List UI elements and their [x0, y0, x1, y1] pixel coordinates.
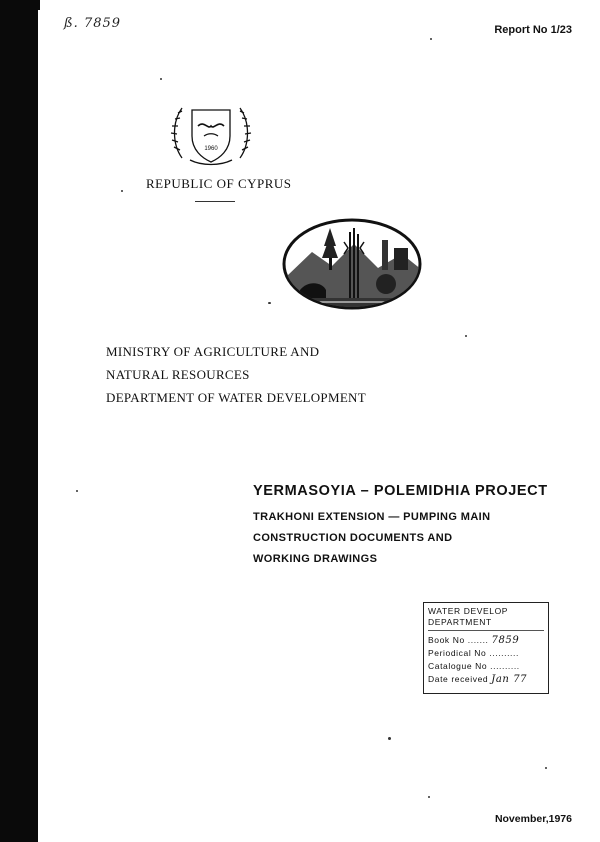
stamp-label: Date received	[428, 674, 489, 684]
crest-year: 1960	[204, 146, 218, 152]
stamp-label: Book No	[428, 635, 465, 645]
ministry-line: MINISTRY OF AGRICULTURE AND	[106, 344, 320, 359]
divider	[195, 201, 235, 202]
scan-speck	[76, 490, 78, 492]
project-subtitle: CONSTRUCTION DOCUMENTS AND	[253, 532, 453, 544]
scan-speck	[388, 737, 391, 740]
stamp-header	[428, 606, 544, 631]
project-block	[253, 483, 548, 570]
stamp-header-line: DEPARTMENT	[428, 617, 492, 627]
handwritten-reference: ß. 7859	[64, 16, 122, 31]
stamp-book-value: 7859	[491, 635, 520, 646]
stamp-row	[428, 673, 544, 686]
stamp-header-line: WATER DEVELOP	[428, 606, 509, 616]
cyprus-coat-of-arms-icon	[168, 100, 254, 168]
stamp-row: Book No ....... 7859	[428, 635, 520, 646]
binding-notch	[36, 0, 40, 10]
stamp-label: Catalogue No	[428, 661, 488, 671]
scan-speck	[430, 38, 432, 40]
publication-date: November,1976	[494, 813, 572, 825]
scan-speck	[545, 767, 547, 769]
ministry-line: NATURAL RESOURCES	[106, 367, 250, 382]
scan-speck	[160, 78, 162, 80]
scan-speck	[268, 302, 271, 304]
scan-speck	[428, 796, 430, 798]
library-stamp	[423, 602, 549, 694]
scan-speck	[465, 335, 467, 337]
department-line: DEPARTMENT OF WATER DEVELOPMENT	[106, 390, 366, 405]
project-title: YERMASOYIA – POLEMIDHIA PROJECT	[253, 483, 548, 499]
stamp-row: Catalogue No ..........	[428, 661, 520, 671]
binding-strip	[0, 0, 38, 842]
agriculture-department-emblem-icon	[282, 218, 422, 310]
republic-title: REPUBLIC OF CYPRUS	[146, 176, 292, 191]
stamp-label: Periodical No	[428, 648, 487, 658]
project-subtitle: WORKING DRAWINGS	[253, 553, 378, 565]
stamp-row: Periodical No ..........	[428, 648, 519, 658]
stamp-date-value: Jan 77	[491, 674, 528, 685]
project-subtitle: TRAKHONI EXTENSION — PUMPING MAIN	[253, 511, 491, 523]
report-number: Report No 1/23	[494, 24, 572, 36]
ministry-block	[106, 340, 366, 409]
scan-speck	[121, 190, 123, 192]
